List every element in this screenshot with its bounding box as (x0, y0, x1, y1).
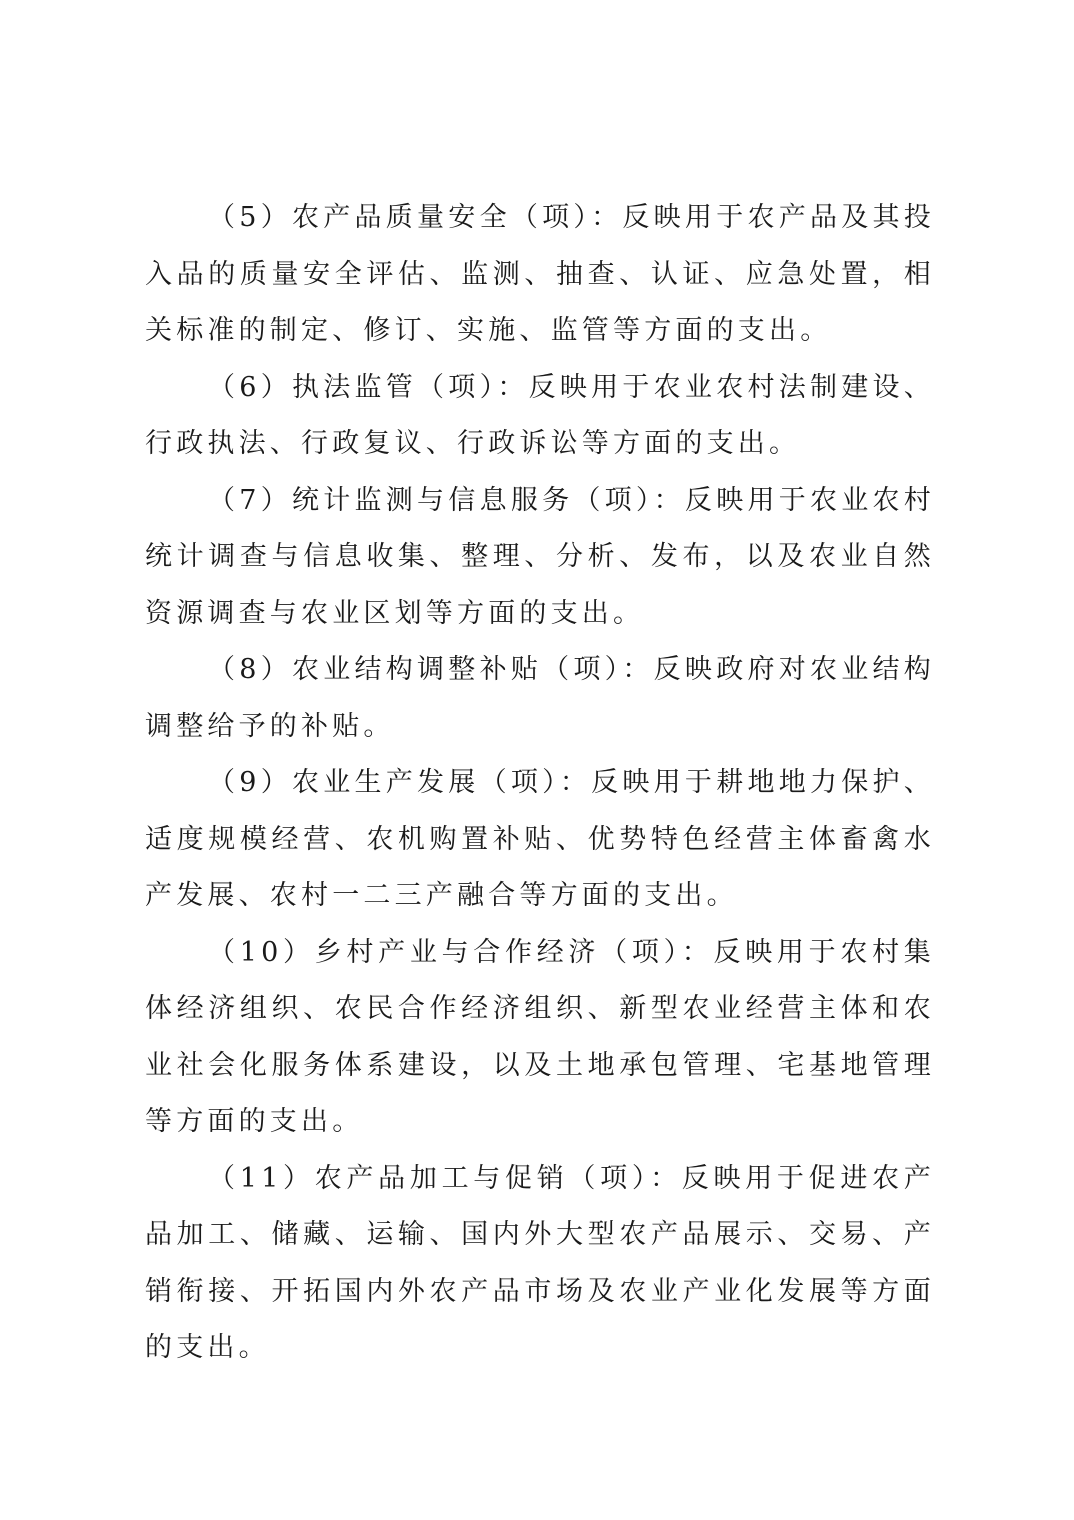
paragraph-item-11: （11）农产品加工与促销（项）：反映用于促进农产品加工、储藏、运输、国内外大型农产品展示、交易、产销衔接、开拓国内外农产品市场及农业产业化发展等方面的支出。 (145, 1162, 935, 1363)
paragraph-item-6: （6）执法监管（项）：反映用于农业农村法制建设、行政执法、行政复议、行政诉讼等方面的支出。 (145, 371, 935, 459)
document-body (145, 190, 935, 1377)
paragraph-item-10: （10）乡村产业与合作经济（项）：反映用于农村集体经济组织、农民合作经济组织、新型农业经营主体和农业社会化服务体系建设，以及土地承包管理、宅基地管理等方面的支出。 (145, 936, 935, 1137)
paragraph-item-7: （7）统计监测与信息服务（项）：反映用于农业农村统计调查与信息收集、整理、分析、发布，以及农业自然资源调查与农业区划等方面的支出。 (145, 484, 935, 629)
paragraph-item-5: （5）农产品质量安全（项）：反映用于农产品及其投入品的质量安全评估、监测、抽查、认证、应急处置，相关标准的制定、修订、实施、监管等方面的支出。 (145, 202, 935, 346)
paragraph-item-8: （8）农业结构调整补贴（项）：反映政府对农业结构调整给予的补贴。 (145, 654, 935, 742)
paragraph-item-9: （9）农业生产发展（项）：反映用于耕地地力保护、适度规模经营、农机购置补贴、优势特色经营主体畜禽水产发展、农村一二三产融合等方面的支出。 (145, 767, 935, 911)
